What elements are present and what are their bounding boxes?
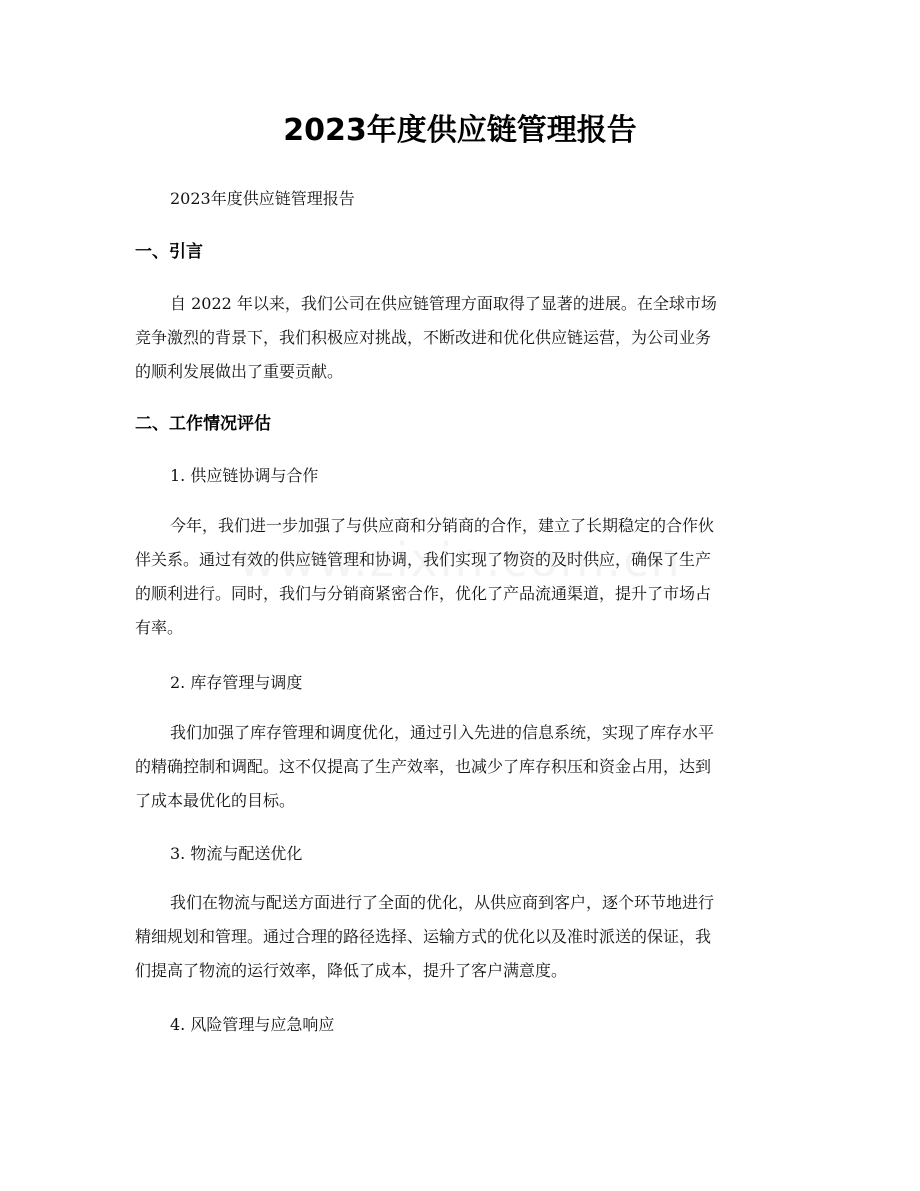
logistics-optimization-paragraph [135,886,785,988]
introduction-paragraph [135,287,785,389]
document-subtitle: 2023年度供应链管理报告 [170,189,355,208]
document-title: 2023年度供应链管理报告 [283,113,637,148]
paragraph-line: 伴关系。通过有效的供应链管理和协调，我们实现了物资的及时供应，确保了生产 [135,550,712,569]
paragraph-line: 自 2022 年以来，我们公司在供应链管理方面取得了显著的进展。在全球市场 [170,294,717,313]
paragraph-line: 的精确控制和调配。这不仅提高了生产效率，也减少了库存积压和资金占用，达到 [135,757,712,776]
paragraph-line: 我们加强了库存管理和调度优化，通过引入先进的信息系统，实现了库存水平 [170,723,715,742]
supply-chain-coordination-paragraph [135,509,785,645]
paragraph-line: 精细规划和管理。通过合理的路径选择、运输方式的优化以及准时派送的保证，我 [135,927,712,946]
subsection-title-supply-chain-coordination: 1. 供应链协调与合作 [170,466,319,485]
paragraph-line: 的顺利进行。同时，我们与分销商紧密合作，优化了产品流通渠道，提升了市场占 [135,584,712,603]
subsection-title-inventory-management: 2. 库存管理与调度 [170,673,303,692]
subsection-title-logistics-optimization: 3. 物流与配送优化 [170,844,303,863]
paragraph-line: 有率。 [135,618,184,637]
paragraph-line: 们提高了物流的运行效率，降低了成本，提升了客户满意度。 [135,961,568,980]
paragraph-line: 的顺利发展做出了重要贡献。 [135,362,344,381]
subsection-title-risk-management: 4. 风险管理与应急响应 [170,1015,335,1034]
section-heading-work-evaluation: 二、工作情况评估 [135,414,271,434]
section-heading-introduction: 一、引言 [135,242,203,262]
paragraph-line: 了成本最优化的目标。 [135,791,296,810]
paragraph-line: 竞争激烈的背景下，我们积极应对挑战，不断改进和优化供应链运营，为公司业务 [135,328,712,347]
inventory-management-paragraph [135,716,785,818]
paragraph-line: 我们在物流与配送方面进行了全面的优化，从供应商到客户，逐个环节地进行 [170,893,715,912]
paragraph-line: 今年，我们进一步加强了与供应商和分销商的合作，建立了长期稳定的合作伙 [170,516,715,535]
